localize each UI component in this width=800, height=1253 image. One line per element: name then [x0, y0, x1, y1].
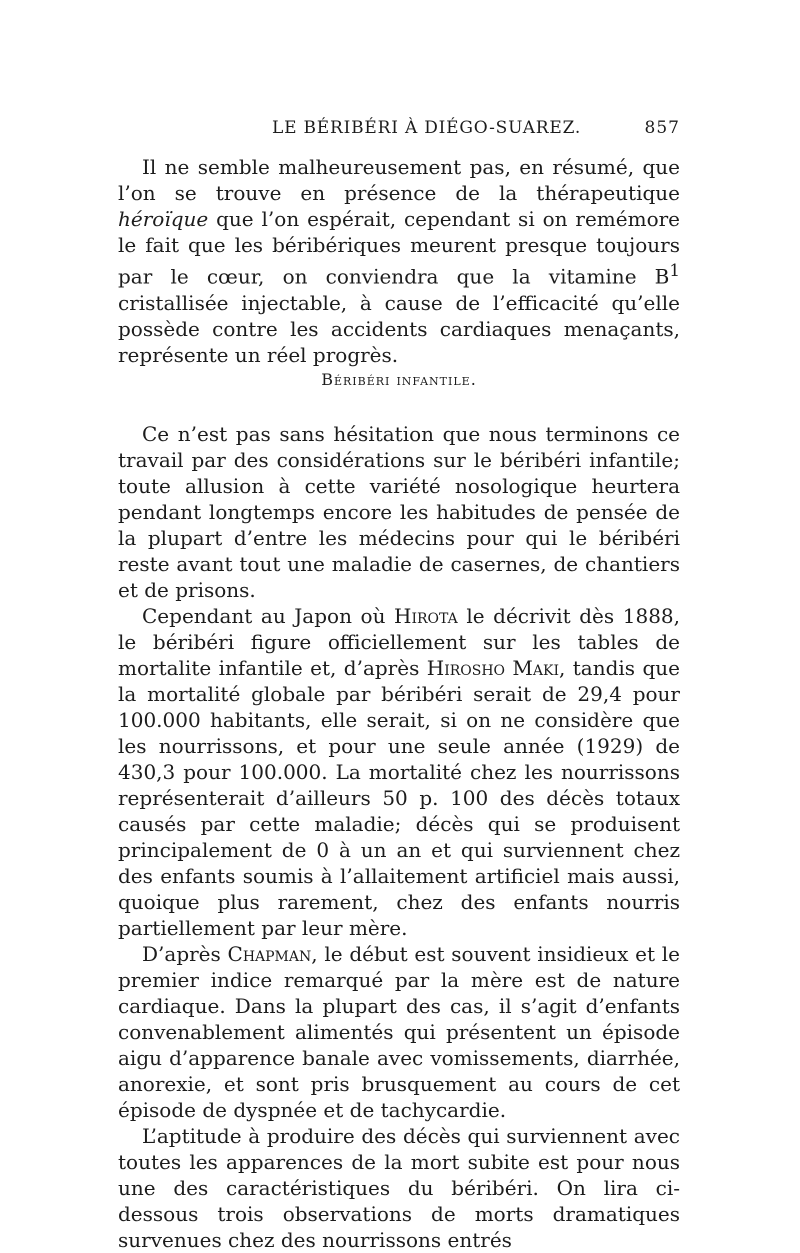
paragraph-2: Ce n’est pas sans hésitation que nous terminons ce travail par des considérations sur le béribéri infantile; toute allusion à cette variété nosologique heurtera pendant longtemps encore les habitudes de pensée de la plupart d’entre les médecins pour qui le béribéri reste avant tout une maladie de casernes, de chantiers et de prisons. — [118, 422, 680, 602]
paragraph-5: L’aptitude à produire des décès qui surviennent avec toutes les apparences de la mort subite est pour nous une des caractéristiques du béribéri. On lira ci-dessous trois observations de morts dramatiques survenues chez des nourrissons entrés — [118, 1124, 680, 1252]
paragraph-3: Cependant au Japon où Hirota le décrivit dès 1888, le béribéri figure officiellement sur les tables de mortalite infantile et, d’après Hirosho Maki, tandis que la mortalité globale par béribéri serait de 29,4 pour 100.000 habitants, elle serait, si on ne considère que les nourrissons, et pour une seule année (1929) de 430,3 pour 100.000. La mortalité chez les nourrissons représenterait d’ailleurs 50 p. 100 des décès totaux causés par cette maladie; décès qui se produisent principalement de 0 à un an et qui surviennent chez des enfants soumis à l’allaitement artificiel mais aussi, quoique plus rarement, chez des enfants nourris partiellement par leur mère. — [118, 604, 680, 940]
section-infantile — [118, 421, 680, 1253]
paragraph-1: Il ne semble malheureusement pas, en résumé, que l’on se trouve en présence de la thérapeutique héroïque que l’on espérait, cependant si on remémore le fait que les béribériques meurent presque toujours par le cœur, on conviendra que la vitamine $B^1$ cristallisée injectable, à cause de l’efficacité qu’elle possède contre les accidents cardiaques menaçants, représente un réel progrès. — [118, 155, 680, 367]
paragraph-4: D’après Chapman, le début est souvent insidieux et le premier indice remarqué par la mère est de nature cardiaque. Dans la plupart des cas, il s’agit d’enfants convenablement alimentés qui présentent un épisode aigu d’apparence banale avec vomissements, diarrhée, anorexie, et sont pris brusquement au cours de cet épisode de dyspnée et de tachycardie. — [118, 942, 680, 1122]
superscript-1: 1 — [669, 261, 680, 280]
author-hirota: Hirota — [394, 604, 458, 628]
emphasis-heroique: héroïque — [118, 207, 209, 231]
author-chapman: Chapman — [227, 942, 312, 966]
section-heading: Béribéri infantile. — [321, 370, 477, 389]
author-hirosho-maki: Hirosho Maki — [426, 656, 559, 680]
running-title: LE BÉRIBÉRI À DIÉGO-SUAREZ. — [272, 118, 582, 138]
page-number: 857 — [644, 118, 680, 138]
page-header — [118, 118, 680, 142]
section-conclusion — [118, 154, 680, 368]
